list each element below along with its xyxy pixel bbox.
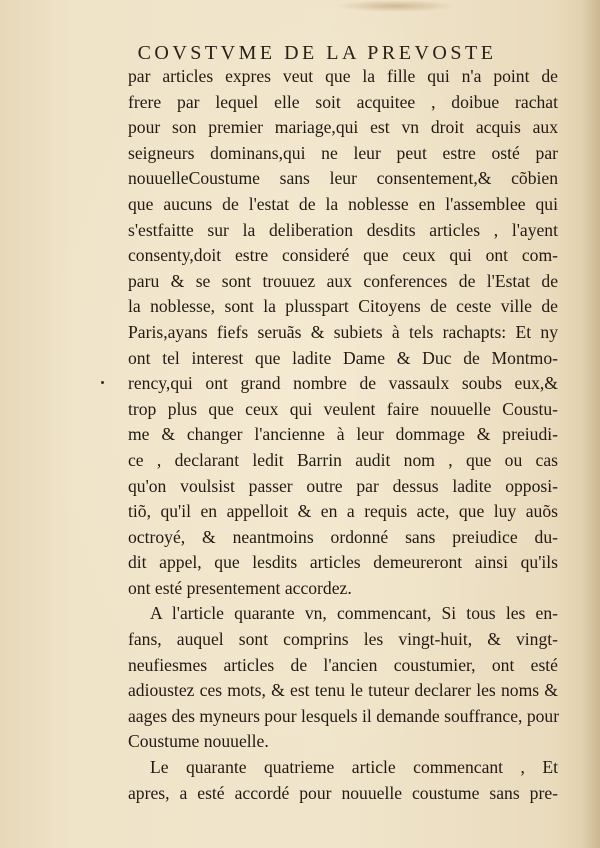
text-line: aages des myneurs pour lesquels il demande souffrance, pour [128, 705, 560, 726]
text-line: Le quarante quatrieme article commencant , Et [150, 757, 558, 778]
text-line: ce , declarant ledit Barrin audit nom , que ou cas [128, 449, 558, 470]
page-edge-shadow [582, 0, 600, 848]
text-line: pour son premier mariage,qui est vn droit acquis aux [128, 117, 558, 138]
running-head: COVSTVME DE LA PREVOSTE [137, 42, 497, 64]
text-line: s'estfaitte sur la deliberation desdits articles , l'ayent [128, 219, 558, 240]
text-line: seigneurs dominans,qui ne leur peut estre osté par [128, 142, 558, 163]
text-line: trop plus que ceux qui veulent faire nouuelle Coustu- [128, 398, 558, 419]
text-line: apres, a esté accordé pour nouuelle coustume sans pre- [128, 782, 558, 803]
text-line: dit appel, que lesdits articles demeureront ainsi qu'ils [128, 552, 558, 573]
text-line: nouuelleCoustume sans leur consentement,& cõbien [128, 168, 558, 189]
paper-stain [335, 0, 455, 12]
text-line: la noblesse, sont la plusspart Citoyens de ceste ville de [128, 296, 558, 317]
text-line: A l'article quarante vn, commencant, Si tous les en- [150, 603, 558, 624]
text-line: me & changer l'ancienne à leur dommage & preiudi- [128, 424, 558, 445]
text-line: ont esté presentement accordez. [128, 577, 352, 598]
margin-mark [101, 381, 104, 384]
text-line: octroyé, & neantmoins ordonné sans preiudice du- [128, 526, 558, 547]
text-line: adioustez ces mots, & est tenu le tuteur declarer les noms & [128, 680, 558, 701]
text-line: frere par lequel elle soit acquitee , doibue rachat [128, 91, 558, 112]
text-line: consenty,doit estre consideré que ceux qui ont com- [128, 245, 558, 266]
text-line: que aucuns de l'estat de la noblesse en l'assemblee qui [128, 193, 558, 214]
text-line: fans, auquel sont comprins les vingt-huit, & vingt- [128, 629, 558, 650]
text-line: neufiesmes articles de l'ancien coustumier, ont esté [128, 654, 558, 675]
text-line: qu'on voulsist passer outre par dessus ladite opposi- [128, 475, 558, 496]
text-line: paru & se sont trouuez aux conferences de l'Estat de [128, 270, 558, 291]
text-line: tiõ, qu'il en appelloit & en a requis acte, que luy auõs [128, 501, 558, 522]
text-line: ont tel interest que ladite Dame & Duc de Montmo- [128, 347, 558, 368]
text-line: par articles expres veut que la fille qui n'a point de [128, 66, 558, 86]
body-text [128, 64, 558, 806]
text-line: Coustume nouuelle. [128, 731, 269, 752]
text-line: rency,qui ont grand nombre de vassaulx soubs eux,& [128, 373, 558, 394]
text-line: Paris,ayans fiefs seruãs & subiets à tels rachapts: Et ny [128, 321, 558, 342]
